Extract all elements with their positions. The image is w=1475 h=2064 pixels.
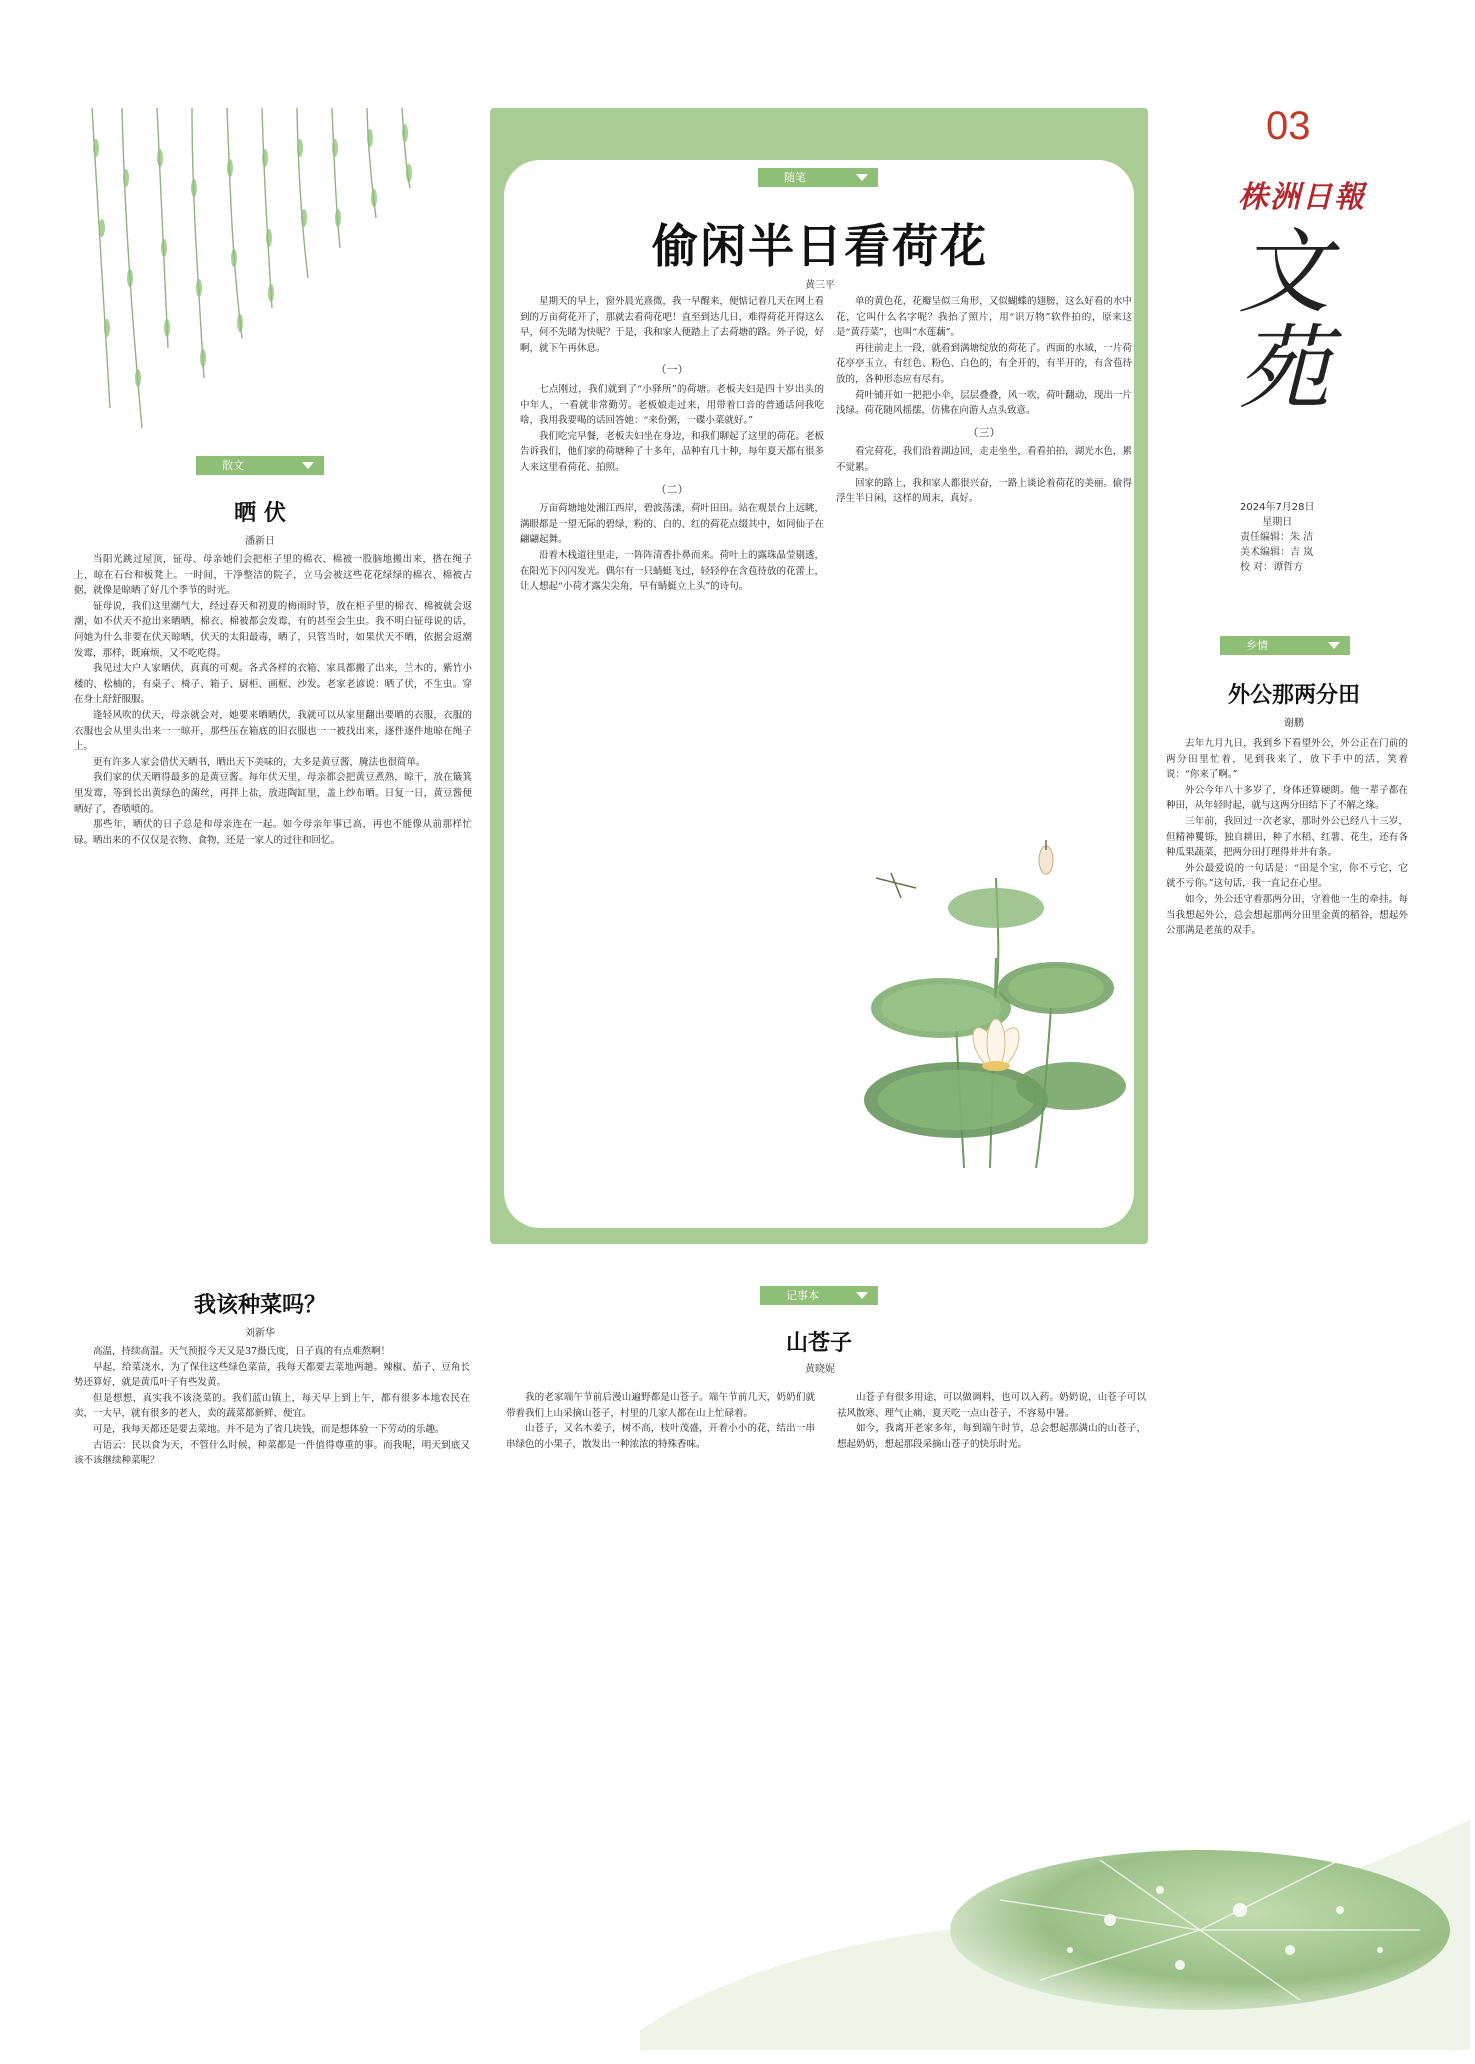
issue-weekday: 星期日 (1262, 517, 1293, 528)
article-title-zhongcai: 我该种菜吗？ (193, 1292, 326, 1318)
article-title-shancangzi: 山苍子 (785, 1330, 852, 1356)
paragraph: 我们吃完早餐，老板夫妇坐在身边，和我们聊起了这里的荷花。老板告诉我们，他们家的荷塘种了十多年，品种有几十种，每年夏天都有很多人来这里看荷花、拍照。 (520, 430, 824, 473)
paragraph: 万亩荷塘地处湘江西岸，碧波荡漾，荷叶田田。站在观景台上远眺，满眼都是一望无际的碧绿，粉的、白的、红的荷花点缀其中，如同仙子在翩翩起舞。 (520, 503, 824, 546)
paragraph: 我们家的伏天晒得最多的是黄豆酱。每年伏天里，母亲都会把黄豆煮熟，晾干，放在簸箕里发霉，等到长出黄绿色的菌丝，再拌上盐，放进陶缸里，盖上纱布晒。日复一日，黄豆酱便晒好了，香喷喷的。 (74, 772, 472, 815)
credit-editor: 责任编辑：朱 洁 (1240, 532, 1314, 543)
paragraph: 再往前走上一段，就看到满塘绽放的荷花了。西面的水域，一片荷花亭亭玉立，有红色、粉色、白色的，有全开的，有半开的，有含苞待放的，各种形态应有尽有。 (836, 342, 1132, 385)
paragraph: 如今，我离开老家多年，每到端午时节，总会想起那满山的山苍子，想起奶奶，想起那段采摘山苍子的快乐时光。 (837, 1423, 1146, 1450)
section-tag-essay-note: 随笔 (758, 168, 878, 187)
paragraph: 单的黄色花，花瓣呈似三角形，又似蝴蝶的翅膀，这么好看的水中花，它叫什么名字呢？我抬了照片，用“识万物”软件拍的，原来这是“黄荇菜”，也叫“水莲藕”。 (836, 296, 1132, 339)
section-heading: （三） (967, 425, 1001, 439)
section-heading: （一） (655, 363, 689, 377)
credit-proof: 校 对：谭哲方 (1240, 562, 1304, 573)
article-body-lotus-col2 (836, 294, 1132, 864)
paragraph: 那些年，晒伏的日子总是和母亲连在一起。如今母亲年事已高，再也不能像从前那样忙碌。晒出来的不仅仅是衣物、食物，还是一家人的过往和回忆。 (74, 819, 472, 846)
paragraph: 逢轻风吹的伏天，母亲就会对，她要来晒晒伏，我就可以从家里翻出要晒的衣服，衣服的衣服也会从里头出来一一晾开，那些压在箱底的旧衣服也一一被找出来，逐件逐件地晾在绳子上。 (74, 709, 472, 753)
article-body-zhongcai (74, 1344, 470, 1988)
article-body-shancangzi (506, 1390, 1146, 1830)
credit-art: 美术编辑：吉 岚 (1240, 547, 1314, 558)
paragraph: 去年九月九日，我到乡下看望外公，外公正在门前的两分田里忙着，见到我来了，放下手中的活，笑着说：“你来了啊。” (1166, 738, 1408, 781)
issue-info (1240, 500, 1315, 575)
issue-date: 2024年7月28日 (1240, 502, 1315, 513)
paragraph: 我见过大户人家晒伏，真真的可观。各式各样的衣箱、家具都搬了出来，兰木的、紫竹小楼的、松楠的，有桌子、椅子、箱子、厨柜、画框、沙发。老家老谚说：晒了伏，不生虫。穿在身上舒舒服服。 (74, 663, 472, 706)
article-author-zhongcai: 刘新华 (245, 1328, 275, 1339)
paragraph: 高温，持续高温。天气预报今天又是37摄氏度，日子真的有点难熬啊！ (93, 1346, 391, 1357)
paragraph: 荷叶铺开如一把把小伞，层层叠叠，风一吹，荷叶翻动，现出一片浅绿。荷花随风摇摆，仿佛在向游人点头致意。 (836, 389, 1132, 417)
paragraph: 星期天的早上，窗外晨光熹微，我一早醒来，便惦记着几天在网上看到的万亩荷花开了，那就去看荷花吧！直至到达几日，难得荷花开得这么早，何不先睹为快呢？于是，我和家人便踏上了去荷塘的路。外子说，好啊，就下午再休息。 (520, 296, 824, 354)
article-author-lotus: 黄三平 (805, 280, 835, 291)
article-author-waigong: 谢鹏 (1284, 718, 1304, 729)
paragraph: 七点刚过，我们就到了“小驿所”的荷塘。老板夫妇是四十岁出头的中年人，一看就非常勤劳。老板娘走过来，用带着口音的普通话问我吃啥，我用我要喝的话回答她：“来份粥，一碟小菜就好。” (520, 383, 824, 427)
article-body-shaifu (74, 552, 472, 1204)
section-tag-homeland: 乡情 (1220, 636, 1350, 655)
article-author-shaifu: 潘新日 (245, 536, 275, 547)
paragraph: 当阳光跳过屋顶，钲母、母亲她们会把柜子里的棉衣、棉被一股脑地搬出来，搭在绳子上，晾在石台和板凳上。一时间，干净整洁的院子，立马会被这些花花绿绿的棉衣、棉被占据，就像是晾晒了好几个季节的时光。 (74, 554, 472, 597)
paragraph: 早起，给菜浇水，为了保住这些绿色菜苗，我每天都要去菜地两趟。辣椒、茄子、豆角长势还算好，就是黄瓜叶子有些发黄。 (74, 1361, 470, 1389)
paragraph: 沿着木栈道往里走，一阵阵清香扑鼻而来。荷叶上的露珠晶莹剔透，在阳光下闪闪发光。偶尔有一只蜻蜓飞过，轻轻停在含苞待放的花蕾上，让人想起“小荷才露尖尖角，早有蜻蜓立上头”的诗句。 (520, 549, 824, 593)
article-body-lotus-col1 (520, 294, 824, 1204)
paragraph: 外公今年八十多岁了，身体还算硬朗。他一辈子都在种田，从年轻时起，就与这两分田结下了不解之缘。 (1166, 784, 1408, 812)
paragraph: 三年前，我回过一次老家，那时外公已经八十三岁，但精神矍铄，独自耕田，种了水稻、红薯、花生，还有各种瓜果蔬菜，把两分田打理得井井有条。 (1166, 815, 1408, 859)
section-tag-notebook: 记事本 (760, 1286, 878, 1305)
lotus-illustration (846, 838, 1136, 1178)
paragraph: 我的老家端午节前后漫山遍野都是山苍子。端午节前几天，奶奶们就带着我们上山采摘山苍子，村里的几家人都在山上忙碌着。 (506, 1392, 815, 1419)
paragraph: 看完荷花，我们沿着湖边回，走走坐坐，看看拍拍，湖光水色，累不觉累。 (836, 446, 1132, 473)
article-title-lotus: 偷闲半日看荷花 (652, 219, 988, 273)
paragraph: 如今，外公还守着那两分田，守着他一生的牵挂。每当我想起外公，总会想起那两分田里金黄的稻谷，想起外公那满是老茧的双手。 (1166, 893, 1408, 937)
section-tag-essay: 散文 (196, 456, 324, 475)
willow-illustration (72, 108, 462, 440)
section-title: 文苑 (1238, 219, 1331, 422)
leaf-illustration (640, 1800, 1470, 2050)
paragraph: 外公最爱说的一句话是：“田是个宝，你不亏它，它就不亏你。”这句话，我一直记在心里。 (1166, 862, 1408, 890)
newspaper-masthead: 株洲日報 (1238, 180, 1366, 215)
article-title-shaifu: 晒 伏 (234, 500, 286, 526)
paragraph: 但是想想，真实我不该浇菜的。我们蓝山镇上，每天早上到上午，都有很多本地农民在卖，一大早，就有很多的老人，卖的蔬菜都新鲜、便宜。 (74, 1392, 470, 1420)
paragraph: 回家的路上，我和家人都很兴奋，一路上谈论着荷花的美丽。偷得浮生半日闲，这样的周末，真好。 (836, 477, 1132, 505)
section-heading: （二） (655, 482, 689, 496)
article-title-waigong: 外公那两分田 (1227, 682, 1360, 708)
paragraph: 山苍子有很多用途，可以做调料，也可以入药。奶奶说，山苍子可以祛风散寒、理气止痛，夏天吃一点山苍子，不容易中暑。 (837, 1392, 1146, 1419)
article-author-shancangzi: 黄晓妮 (805, 1364, 835, 1375)
article-body-waigong (1166, 736, 1408, 1884)
paragraph: 山苍子，又名木姜子，树不高，枝叶茂盛，开着小小的花，结出一串串绿色的小果子，散发出一种浓浓的特殊香味。 (506, 1423, 815, 1450)
paragraph: 可是，我每天都还是要去菜地。并不是为了省几块钱，而是想体验一下劳动的乐趣。 (93, 1423, 445, 1435)
page-number: 03 (1266, 104, 1311, 148)
paragraph: 钲母说，我们这里潮气大，经过春天和初夏的梅雨时节，放在柜子里的棉衣、棉被就会返潮，如不伏天不抢出来晒晒，棉衣、棉被都会发霉，有的甚至会生虫。我不明白钲母说的话，问她为什么非要在伏天晾晒，伏天的太阳最毒，晒了，只管当时，如果伏天不晒，依据会返潮发霉，那样，既麻烦，又不吃吃得。 (74, 600, 472, 659)
paragraph: 更有许多人家会借伏天晒书，晒出天下美味的，大多是黄豆酱，腌法也很简单。 (93, 756, 426, 768)
paragraph: 古语云：民以食为天，不管什么时候，种菜都是一件值得尊重的事。而我呢，明天到底又该不该继续种菜呢？ (74, 1439, 470, 1467)
